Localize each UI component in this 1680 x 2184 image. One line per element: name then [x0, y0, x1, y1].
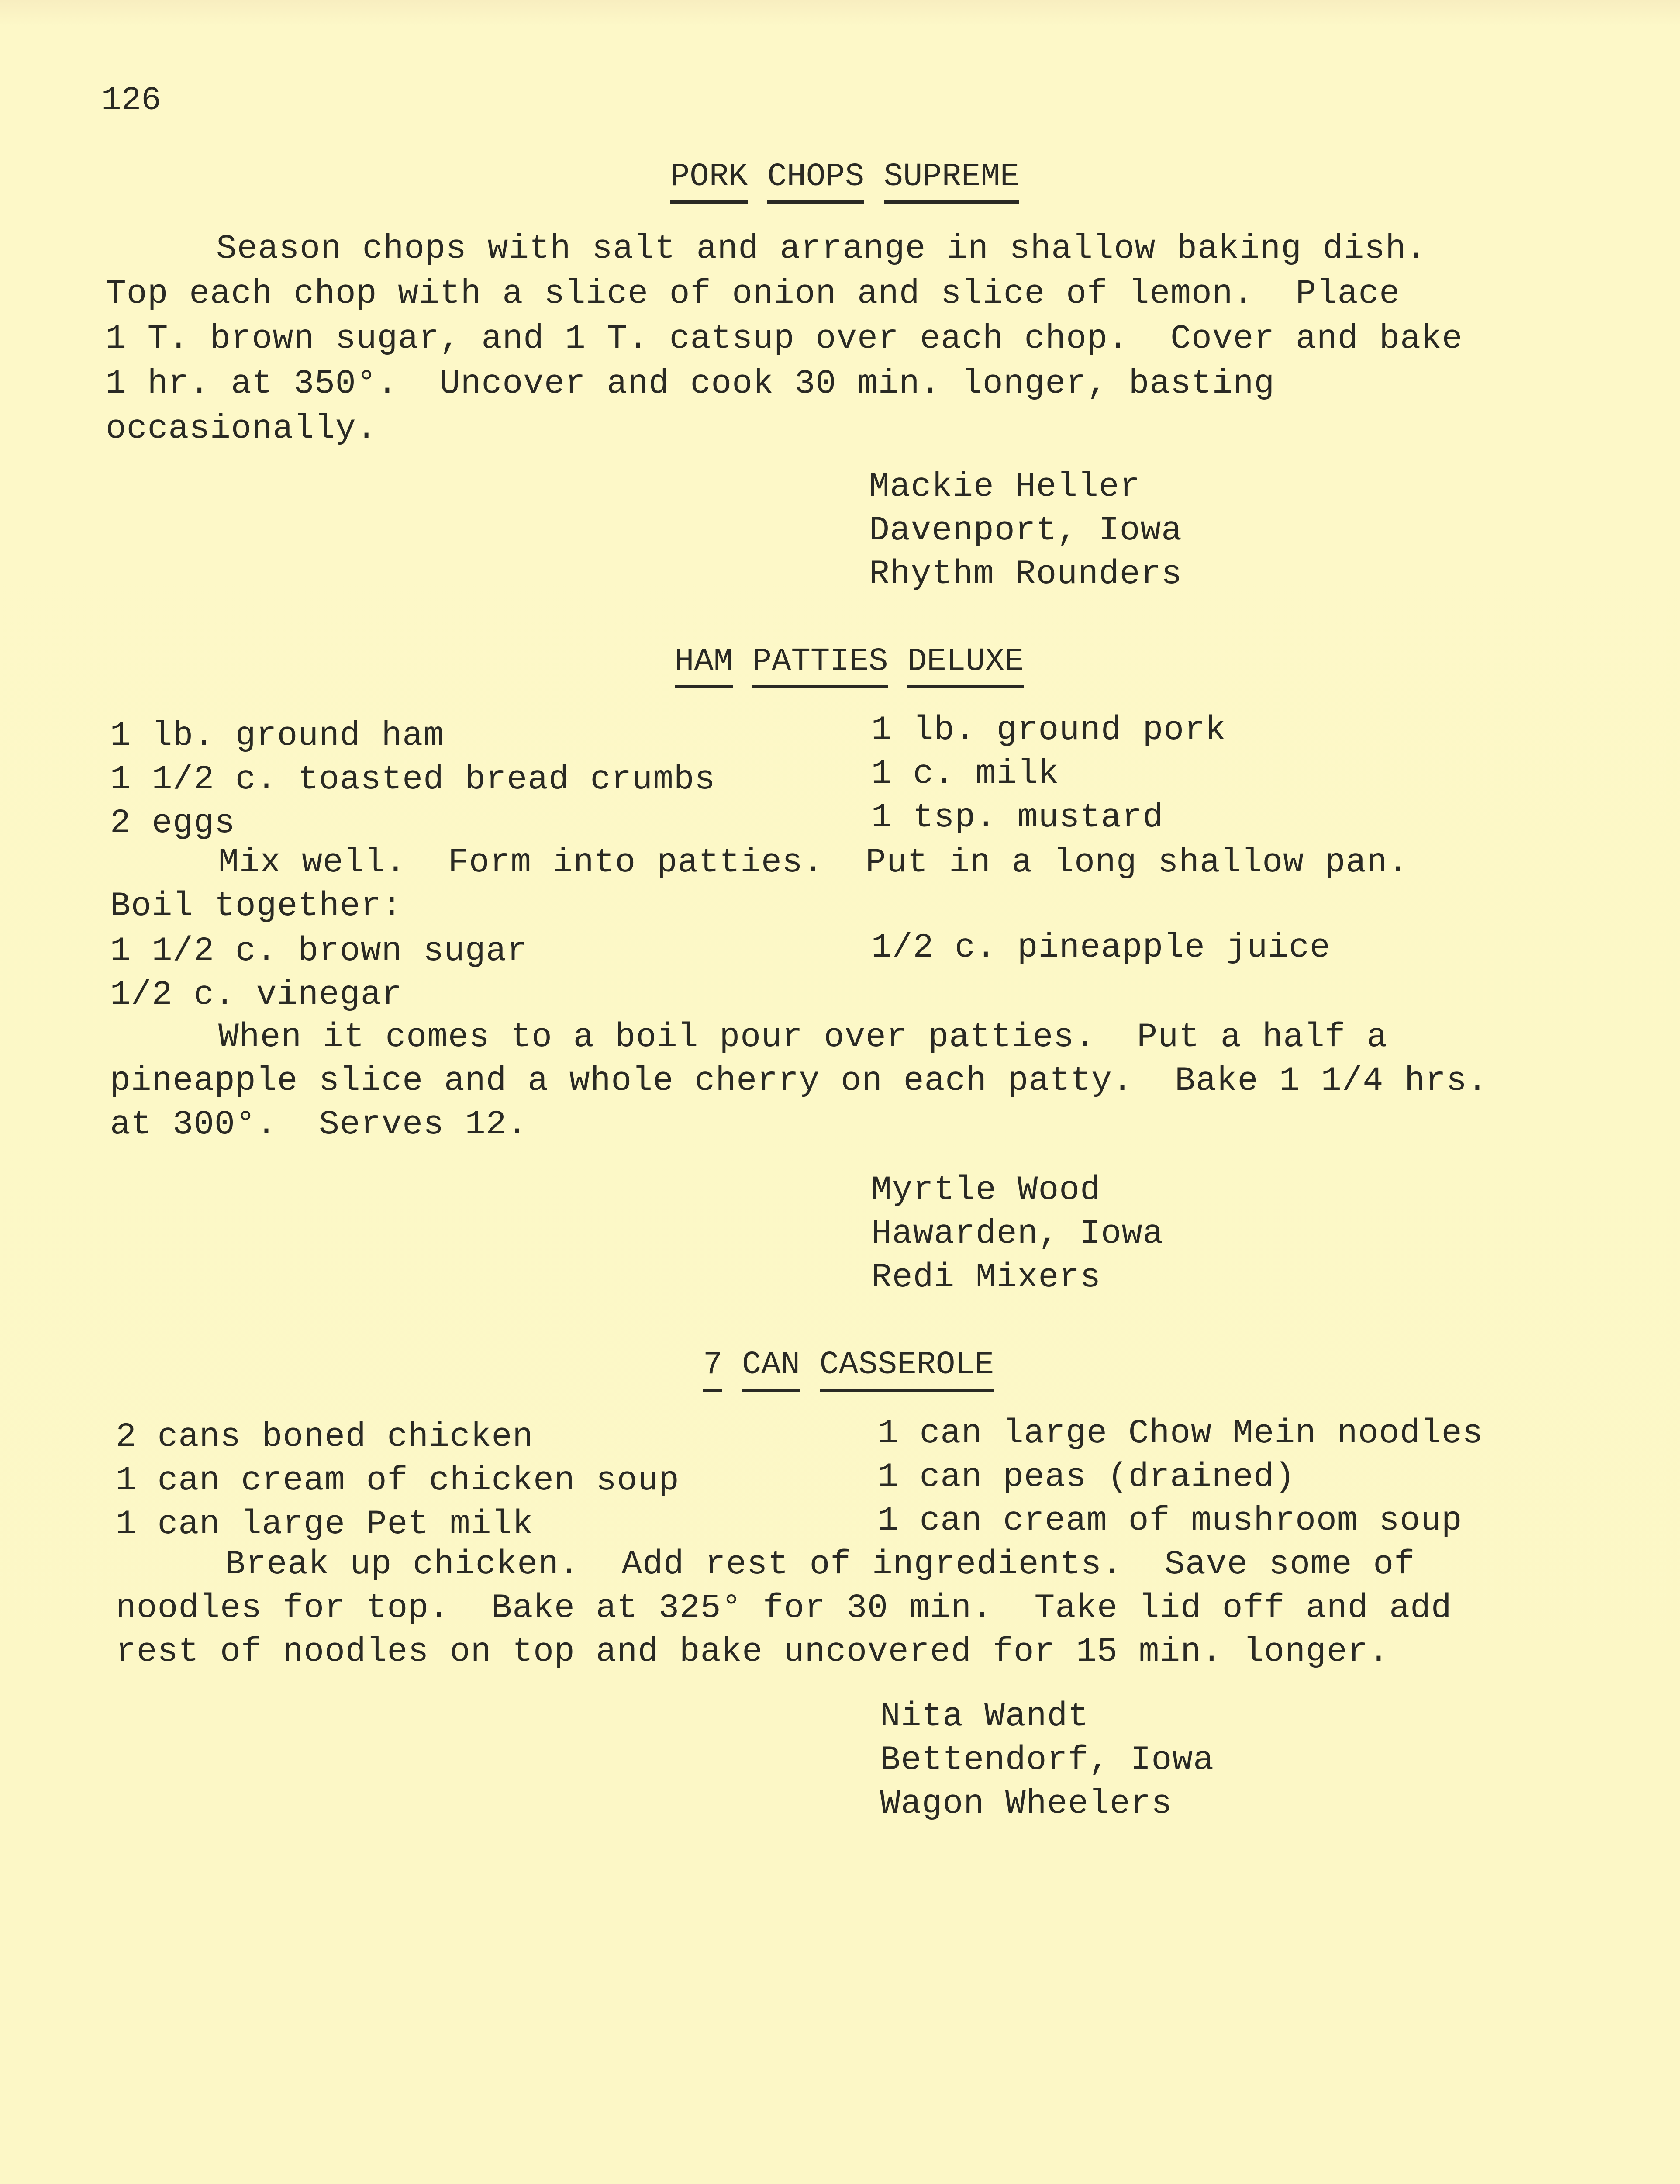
ingredient-item: 1 lb. ground ham [110, 717, 444, 755]
contributor-location: Davenport, Iowa [869, 511, 1183, 550]
ingredient-item: 1 can cream of mushroom soup [878, 1502, 1463, 1540]
recipe-text-line: occasionally. [106, 410, 377, 448]
ingredient-item: 1 1/2 c. toasted bread crumbs [110, 760, 716, 799]
recipe-text-line: 1 T. brown sugar, and 1 T. catsup over each chop. Cover and bake [106, 320, 1463, 358]
recipe-text-line: Top each chop with a slice of onion and slice of lemon. Place [106, 275, 1401, 313]
ingredient-item: 1/2 c. pineapple juice [871, 929, 1331, 967]
ingredient-item: 2 cans boned chicken [116, 1418, 534, 1456]
contributor-name: Nita Wandt [880, 1697, 1089, 1736]
recipe-text-line: Break up chicken. Add rest of ingredients. Save some of [225, 1545, 1415, 1584]
page-number: 126 [101, 82, 161, 119]
recipe-text-line: Mix well. Form into patties. Put in a long shallow pan. [218, 843, 1409, 882]
ingredient-item: 1 can large Chow Mein noodles [878, 1414, 1483, 1453]
recipe-title-ham-patties: HAM PATTIES DELUXE [675, 640, 1024, 688]
contributor-location: Bettendorf, Iowa [880, 1741, 1214, 1780]
ingredient-item: 1 can cream of chicken soup [116, 1462, 680, 1500]
recipe-text-line: at 300°. Serves 12. [110, 1106, 528, 1144]
ingredient-item: 1 tsp. mustard [871, 798, 1164, 837]
ingredient-item: 1/2 c. vinegar [110, 976, 403, 1014]
contributor-club: Wagon Wheelers [880, 1785, 1173, 1823]
recipe-text-line: When it comes to a boil pour over patties. Put a half a [218, 1018, 1388, 1057]
recipe-text-line: Season chops with salt and arrange in shallow baking dish. [216, 230, 1427, 268]
ingredient-item: 1 can large Pet milk [116, 1505, 534, 1544]
ingredient-item: 1 1/2 c. brown sugar [110, 932, 528, 971]
recipe-text-line: Boil together: [110, 887, 403, 926]
recipe-text-line: rest of noodles on top and bake uncovered for 15 min. longer. [116, 1633, 1390, 1671]
recipe-text-line: noodles for top. Bake at 325° for 30 min. Take lid off and add [116, 1589, 1452, 1628]
ingredient-item: 1 c. milk [871, 755, 1059, 793]
contributor-club: Rhythm Rounders [869, 555, 1183, 594]
ingredient-item: 1 can peas (drained) [878, 1458, 1296, 1496]
recipe-text-line: 1 hr. at 350°. Uncover and cook 30 min. longer, basting [106, 365, 1275, 403]
contributor-name: Mackie Heller [869, 468, 1141, 506]
ingredient-item: 1 lb. ground pork [871, 711, 1226, 750]
recipe-title-pork-chops: PORK CHOPS SUPREME [670, 155, 1019, 204]
ingredient-item: 2 eggs [110, 804, 235, 843]
recipe-text-line: pineapple slice and a whole cherry on each patty. Bake 1 1/4 hrs. [110, 1062, 1488, 1100]
contributor-club: Redi Mixers [871, 1258, 1101, 1297]
recipe-title-7-can-casserole: 7 CAN CASSEROLE [703, 1343, 994, 1392]
contributor-name: Myrtle Wood [871, 1171, 1101, 1209]
contributor-location: Hawarden, Iowa [871, 1215, 1164, 1253]
